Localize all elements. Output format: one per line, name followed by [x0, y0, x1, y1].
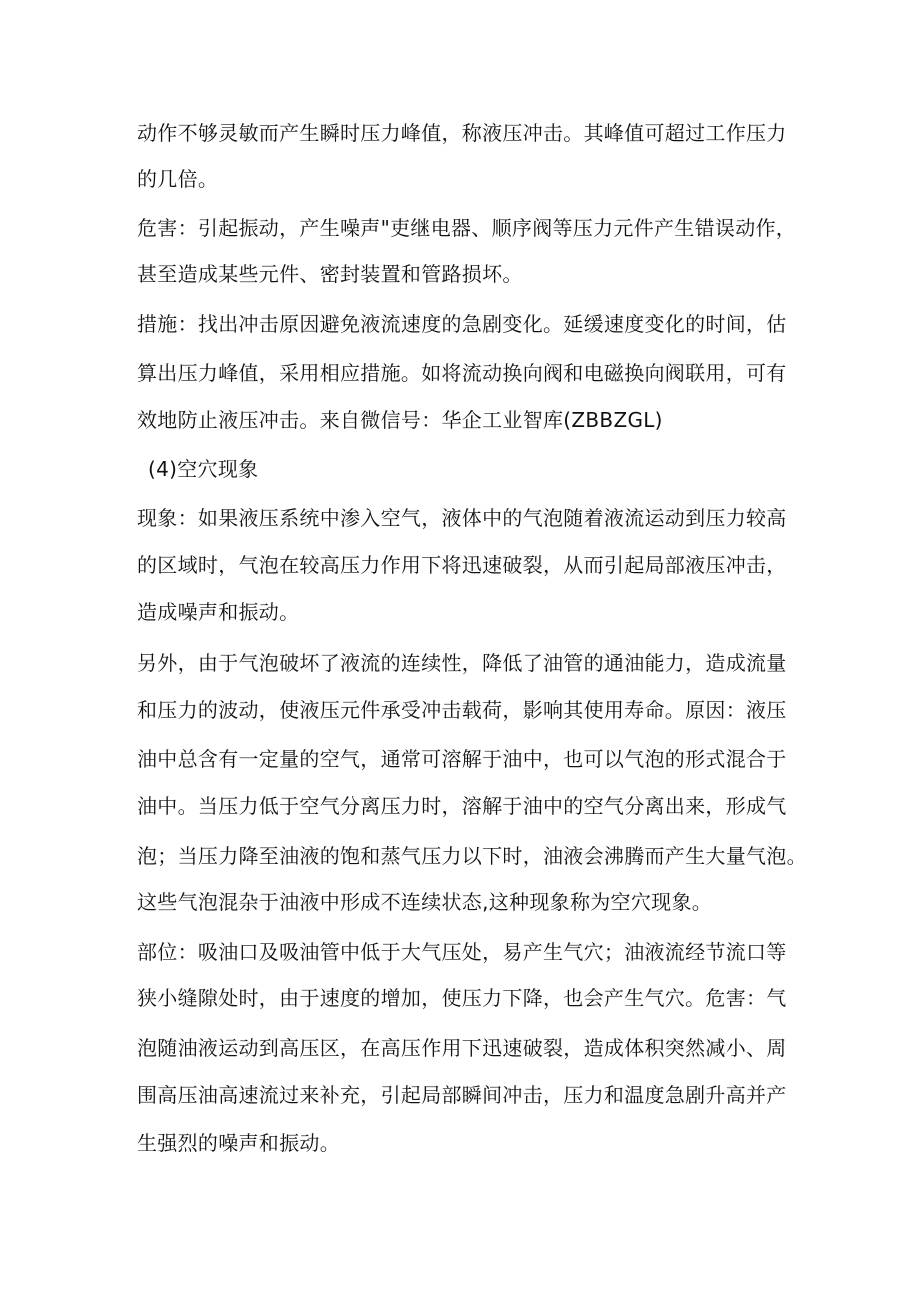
text-line: 现象：如果液压系统中渗入空气，液体中的气泡随着液流运动到压力较高 [137, 506, 787, 530]
text-line: 的几倍。 [137, 167, 219, 191]
text-line: 的区域时，气泡在较高压力作用下将迅速破裂，从而引起局部液压冲击， [137, 553, 787, 577]
text-line: 泡；当压力降至油液的饱和蒸气压力以下时，油液会沸腾而产生大量气泡。 [137, 844, 807, 868]
text-line: 这些气泡混杂于油液中形成不连续状态,这种现象称为空穴现象。 [137, 890, 713, 914]
text-line: 部位：吸油口及吸油管中低于大气压处，易产生气穴；油液流经节流口等 [137, 940, 787, 964]
text-line: 油中。当压力低于空气分离压力时，溶解于油中的空气分离出来，形成气 [137, 794, 787, 818]
text-line: 效地防止液压冲击。来自微信号：华企工业智库(ZBBZGL) [137, 408, 663, 432]
text-line: 甚至造成某些元件、密封装置和管路损坏。 [137, 262, 523, 286]
text-line: 泡随油液运动到高压区，在高压作用下迅速破裂，造成体积突然减小、周 [137, 1036, 787, 1060]
text-line: 造成噪声和振动。 [137, 600, 300, 624]
text-line: 动作不够灵敏而产生瞬时压力峰值，称液压冲击。其峰值可超过工作压力 [137, 121, 787, 145]
section-heading: (4)空穴现象 [148, 457, 259, 481]
text-line: 算出压力峰值，采用相应措施。如将流动换向阀和电磁换向阀联用，可有 [137, 361, 787, 385]
text-line: 另外，由于气泡破坏了液流的连续性，降低了油管的通油能力，造成流量 [137, 651, 787, 675]
text-line: 油中总含有一定量的空气，通常可溶解于油中，也可以气泡的形式混合于 [137, 747, 787, 771]
text-line: 和压力的波动，使液压元件承受冲击载荷，影响其使用寿命。原因：液压 [137, 698, 787, 722]
text-line: 危害：引起振动，产生噪声"吏继电器、顺序阀等压力元件产生错误动作， [137, 216, 797, 240]
text-line: 围高压油高速流过来补充，引起局部瞬间冲击，压力和温度急剧升高并产 [137, 1083, 787, 1107]
text-line: 生强烈的噪声和振动。 [137, 1131, 340, 1155]
text-line: 措施：找出冲击原因避免液流速度的急剧变化。延缓速度变化的时间，估 [137, 312, 787, 336]
text-line: 狭小缝隙处时，由于速度的增加，使压力下降，也会产生气穴。危害：气 [137, 986, 787, 1010]
